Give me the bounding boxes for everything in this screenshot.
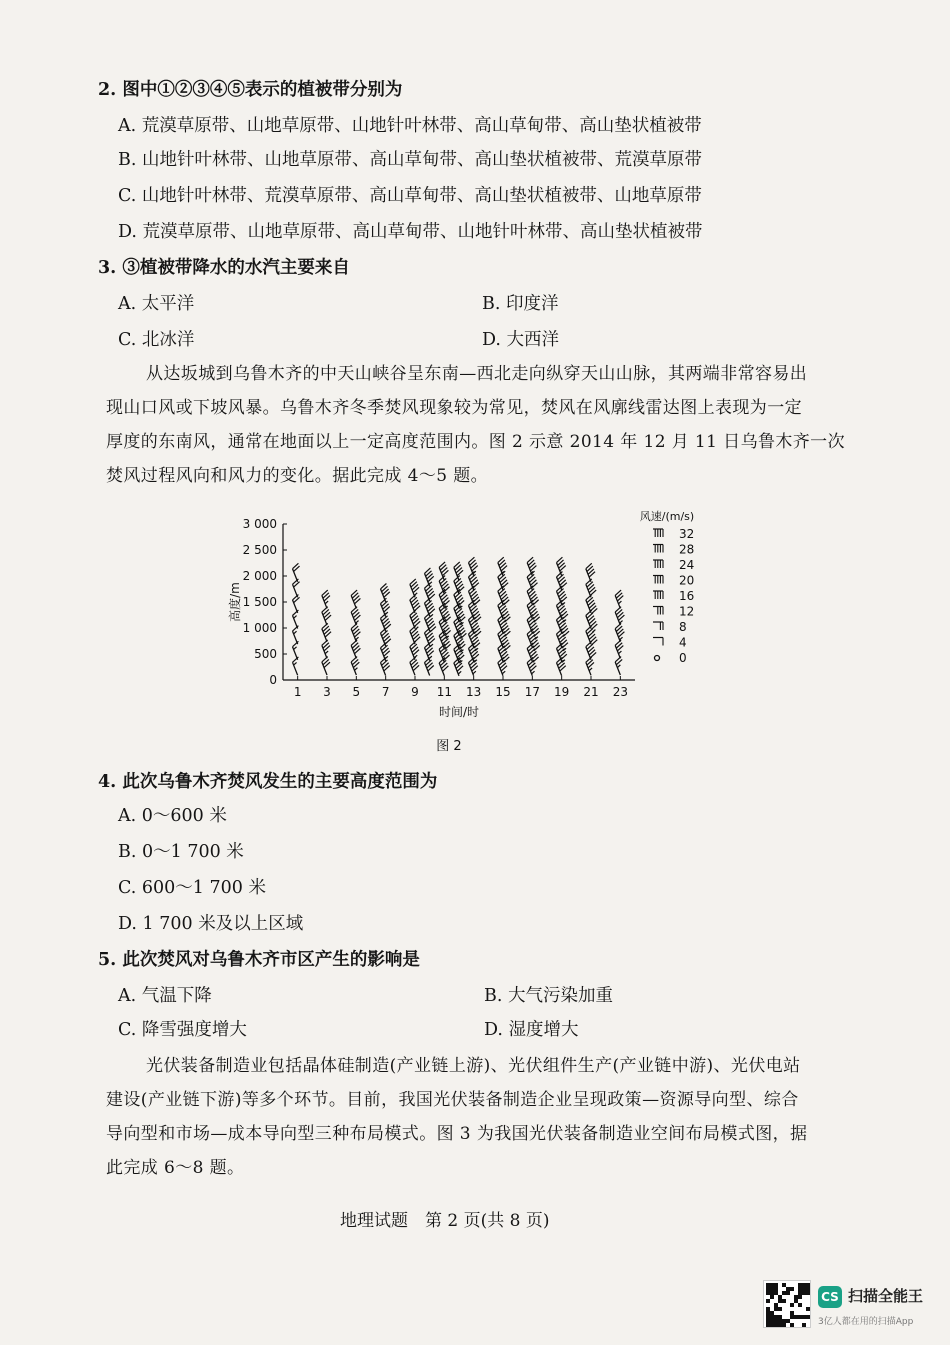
intro2-line-4: 此完成 6～8 题。: [106, 1158, 245, 1178]
figure-caption: 图 2: [436, 739, 462, 754]
legend-speed-label: 28: [679, 542, 695, 557]
intro2-line-1: 光伏装备制造业包括晶体硅制造(产业链上游)、光伏组件生产(产业链中游)、光伏电站: [146, 1056, 801, 1076]
legend-speed-label: 8: [679, 620, 687, 634]
qr-module: [770, 1295, 774, 1299]
q2-option-a: A. 荒漠草原带、山地草原带、山地针叶林带、高山草甸带、高山垫状植被带: [118, 116, 702, 136]
y-tick-label: 1 500: [242, 595, 277, 609]
qr-module: [778, 1307, 782, 1311]
y-tick-label: 500: [254, 647, 277, 661]
qr-module: [802, 1323, 806, 1327]
wind-barb-h23-half-flag: [617, 665, 620, 668]
wind-profile-chart: [215, 510, 705, 760]
qr-module: [790, 1303, 794, 1307]
x-tick-label: 21: [583, 685, 599, 699]
legend-speed-label: 20: [679, 573, 695, 588]
camscanner-logo-icon: CS: [818, 1286, 842, 1308]
watermark-app-name: 扫描全能王: [848, 1287, 924, 1305]
x-tick-label: 15: [495, 685, 511, 699]
wind-barb-h21-half-flag: [589, 668, 592, 671]
x-tick-label: 11: [436, 685, 452, 699]
x-tick-label: 19: [554, 685, 570, 699]
q5-option-d: D. 湿度增大: [484, 1020, 579, 1040]
legend-title: 风速/(m/s): [639, 510, 695, 523]
legend-speed-label: 16: [679, 589, 695, 603]
x-tick-label: 5: [352, 685, 361, 699]
qr-module: [766, 1299, 770, 1303]
intro1-line-3: 厚度的东南风，通常在地面以上一定高度范围内。图 2 示意 2014 年 12 月 11 日乌鲁木齐一次: [106, 432, 845, 452]
legend-barb-0: [655, 656, 660, 661]
q2-stem: 2. 图中①②③④⑤表示的植被带分别为: [98, 80, 403, 100]
x-tick-label: 7: [381, 685, 390, 699]
qr-module: [782, 1323, 786, 1327]
q4-option-d: D. 1 700 米及以上区域: [118, 914, 304, 934]
x-tick-label: 9: [411, 685, 419, 699]
wind-barb-h1-half-flag: [294, 647, 297, 650]
y-tick-label: 3 000: [242, 517, 277, 531]
q4-option-b: B. 0～1 700 米: [118, 842, 244, 862]
qr-code-icon: [763, 1280, 811, 1328]
q5-stem: 5. 此次焚风对乌鲁木齐市区产生的影响是: [98, 950, 420, 970]
qr-module: [786, 1291, 790, 1295]
wind-barb-h17-half-flag: [532, 671, 535, 674]
q3-option-a: A. 太平洋: [118, 294, 195, 314]
wind-barb-h1-half-flag: [294, 631, 297, 634]
qr-module: [790, 1287, 794, 1291]
q3-option-d: D. 大西洋: [482, 330, 560, 350]
wind-barb-h15-half-flag: [502, 671, 505, 674]
y-tick-label: 0: [269, 673, 277, 687]
wind-barb-h5-half-flag: [356, 637, 359, 640]
x-tick-label: 1: [293, 685, 302, 699]
legend-speed-label: 0: [679, 651, 687, 665]
q4-option-a: A. 0～600 米: [118, 806, 227, 826]
q2-option-c: C. 山地针叶林带、荒漠草原带、高山草甸带、高山垫状植被带、山地草原带: [118, 186, 702, 206]
x-axis-label: 时间/时: [438, 705, 480, 719]
q5-option-c: C. 降雪强度增大: [118, 1020, 247, 1040]
q3-option-c: C. 北冰洋: [118, 330, 195, 350]
intro2-line-2: 建设(产业链下游)等多个环节。目前，我国光伏装备制造企业呈现政策—资源导向型、综合: [106, 1090, 799, 1110]
qr-module: [806, 1291, 810, 1295]
wind-barb-h5-half-flag: [356, 621, 359, 624]
legend-speed-label: 4: [679, 635, 687, 650]
intro1-line-4: 焚风过程风向和风力的变化。据此完成 4～5 题。: [106, 466, 489, 486]
x-tick-label: 17: [524, 685, 540, 699]
q5-option-b: B. 大气污染加重: [484, 986, 613, 1006]
legend-speed-label: 32: [679, 527, 695, 541]
qr-module: [806, 1307, 810, 1311]
wind-barb-h3-half-flag: [325, 651, 328, 654]
q4-option-c: C. 600～1 700 米: [118, 878, 266, 898]
q2-option-b: B. 山地针叶林带、山地草原带、高山草甸带、高山垫状植被带、荒漠草原带: [118, 150, 702, 170]
page-footer: 地理试题 第 2 页(共 8 页): [340, 1211, 550, 1231]
qr-module: [782, 1299, 786, 1303]
intro1-line-1: 从达坂城到乌鲁木齐的中天山峡谷呈东南—西北走向纵穿天山山脉，其两端非常容易出: [146, 364, 808, 384]
legend-speed-label: 12: [679, 604, 695, 619]
y-tick-label: 1 000: [242, 621, 277, 635]
x-tick-label: 13: [466, 685, 482, 699]
intro2-line-3: 导向型和市场—成本导向型三种布局模式。图 3 为我国光伏装备制造业空间布局模式图，据: [106, 1124, 808, 1144]
wind-barb-h12-half-flag: [458, 671, 461, 674]
qr-module: [798, 1295, 802, 1299]
wind-barb-h3-half-flag: [325, 601, 328, 604]
y-axis-label: 高度/m: [228, 582, 242, 622]
watermark-tagline: 3亿人都在用的扫描App: [818, 1317, 914, 1327]
q2-option-d: D. 荒漠草原带、山地草原带、高山草甸带、山地针叶林带、高山垫状植被带: [118, 222, 703, 242]
wind-barb-h23-half-flag: [620, 621, 623, 624]
wind-barb-h23-half-flag: [618, 651, 621, 654]
y-tick-label: 2 000: [242, 569, 277, 583]
legend-speed-label: 24: [679, 558, 695, 572]
wind-barb-h13-half-flag: [473, 671, 476, 674]
q4-stem: 4. 此次乌鲁木齐焚风发生的主要高度范围为: [98, 772, 438, 792]
wind-barb-h1-half-flag: [294, 662, 297, 665]
wind-barb-h23-half-flag: [618, 601, 621, 604]
x-tick-label: 23: [612, 685, 628, 699]
wind-barb-h23-half-flag: [620, 637, 623, 640]
y-tick-label: 2 500: [242, 543, 277, 557]
wind-barb-h1-half-flag: [294, 616, 297, 619]
x-tick-label: 3: [323, 685, 331, 699]
q3-stem: 3. ③植被带降水的水汽主要来自: [98, 258, 350, 278]
qr-module: [790, 1323, 794, 1327]
qr-module: [806, 1315, 810, 1319]
q3-option-b: B. 印度洋: [482, 294, 559, 314]
intro1-line-2: 现山口风或下坡风暴。乌鲁木齐冬季焚风现象较为常见，焚风在风廓线雷达图上表现为一定: [106, 398, 802, 418]
qr-module: [798, 1303, 802, 1307]
q5-option-a: A. 气温下降: [118, 986, 212, 1006]
wind-barb-h5-half-flag: [354, 668, 357, 671]
